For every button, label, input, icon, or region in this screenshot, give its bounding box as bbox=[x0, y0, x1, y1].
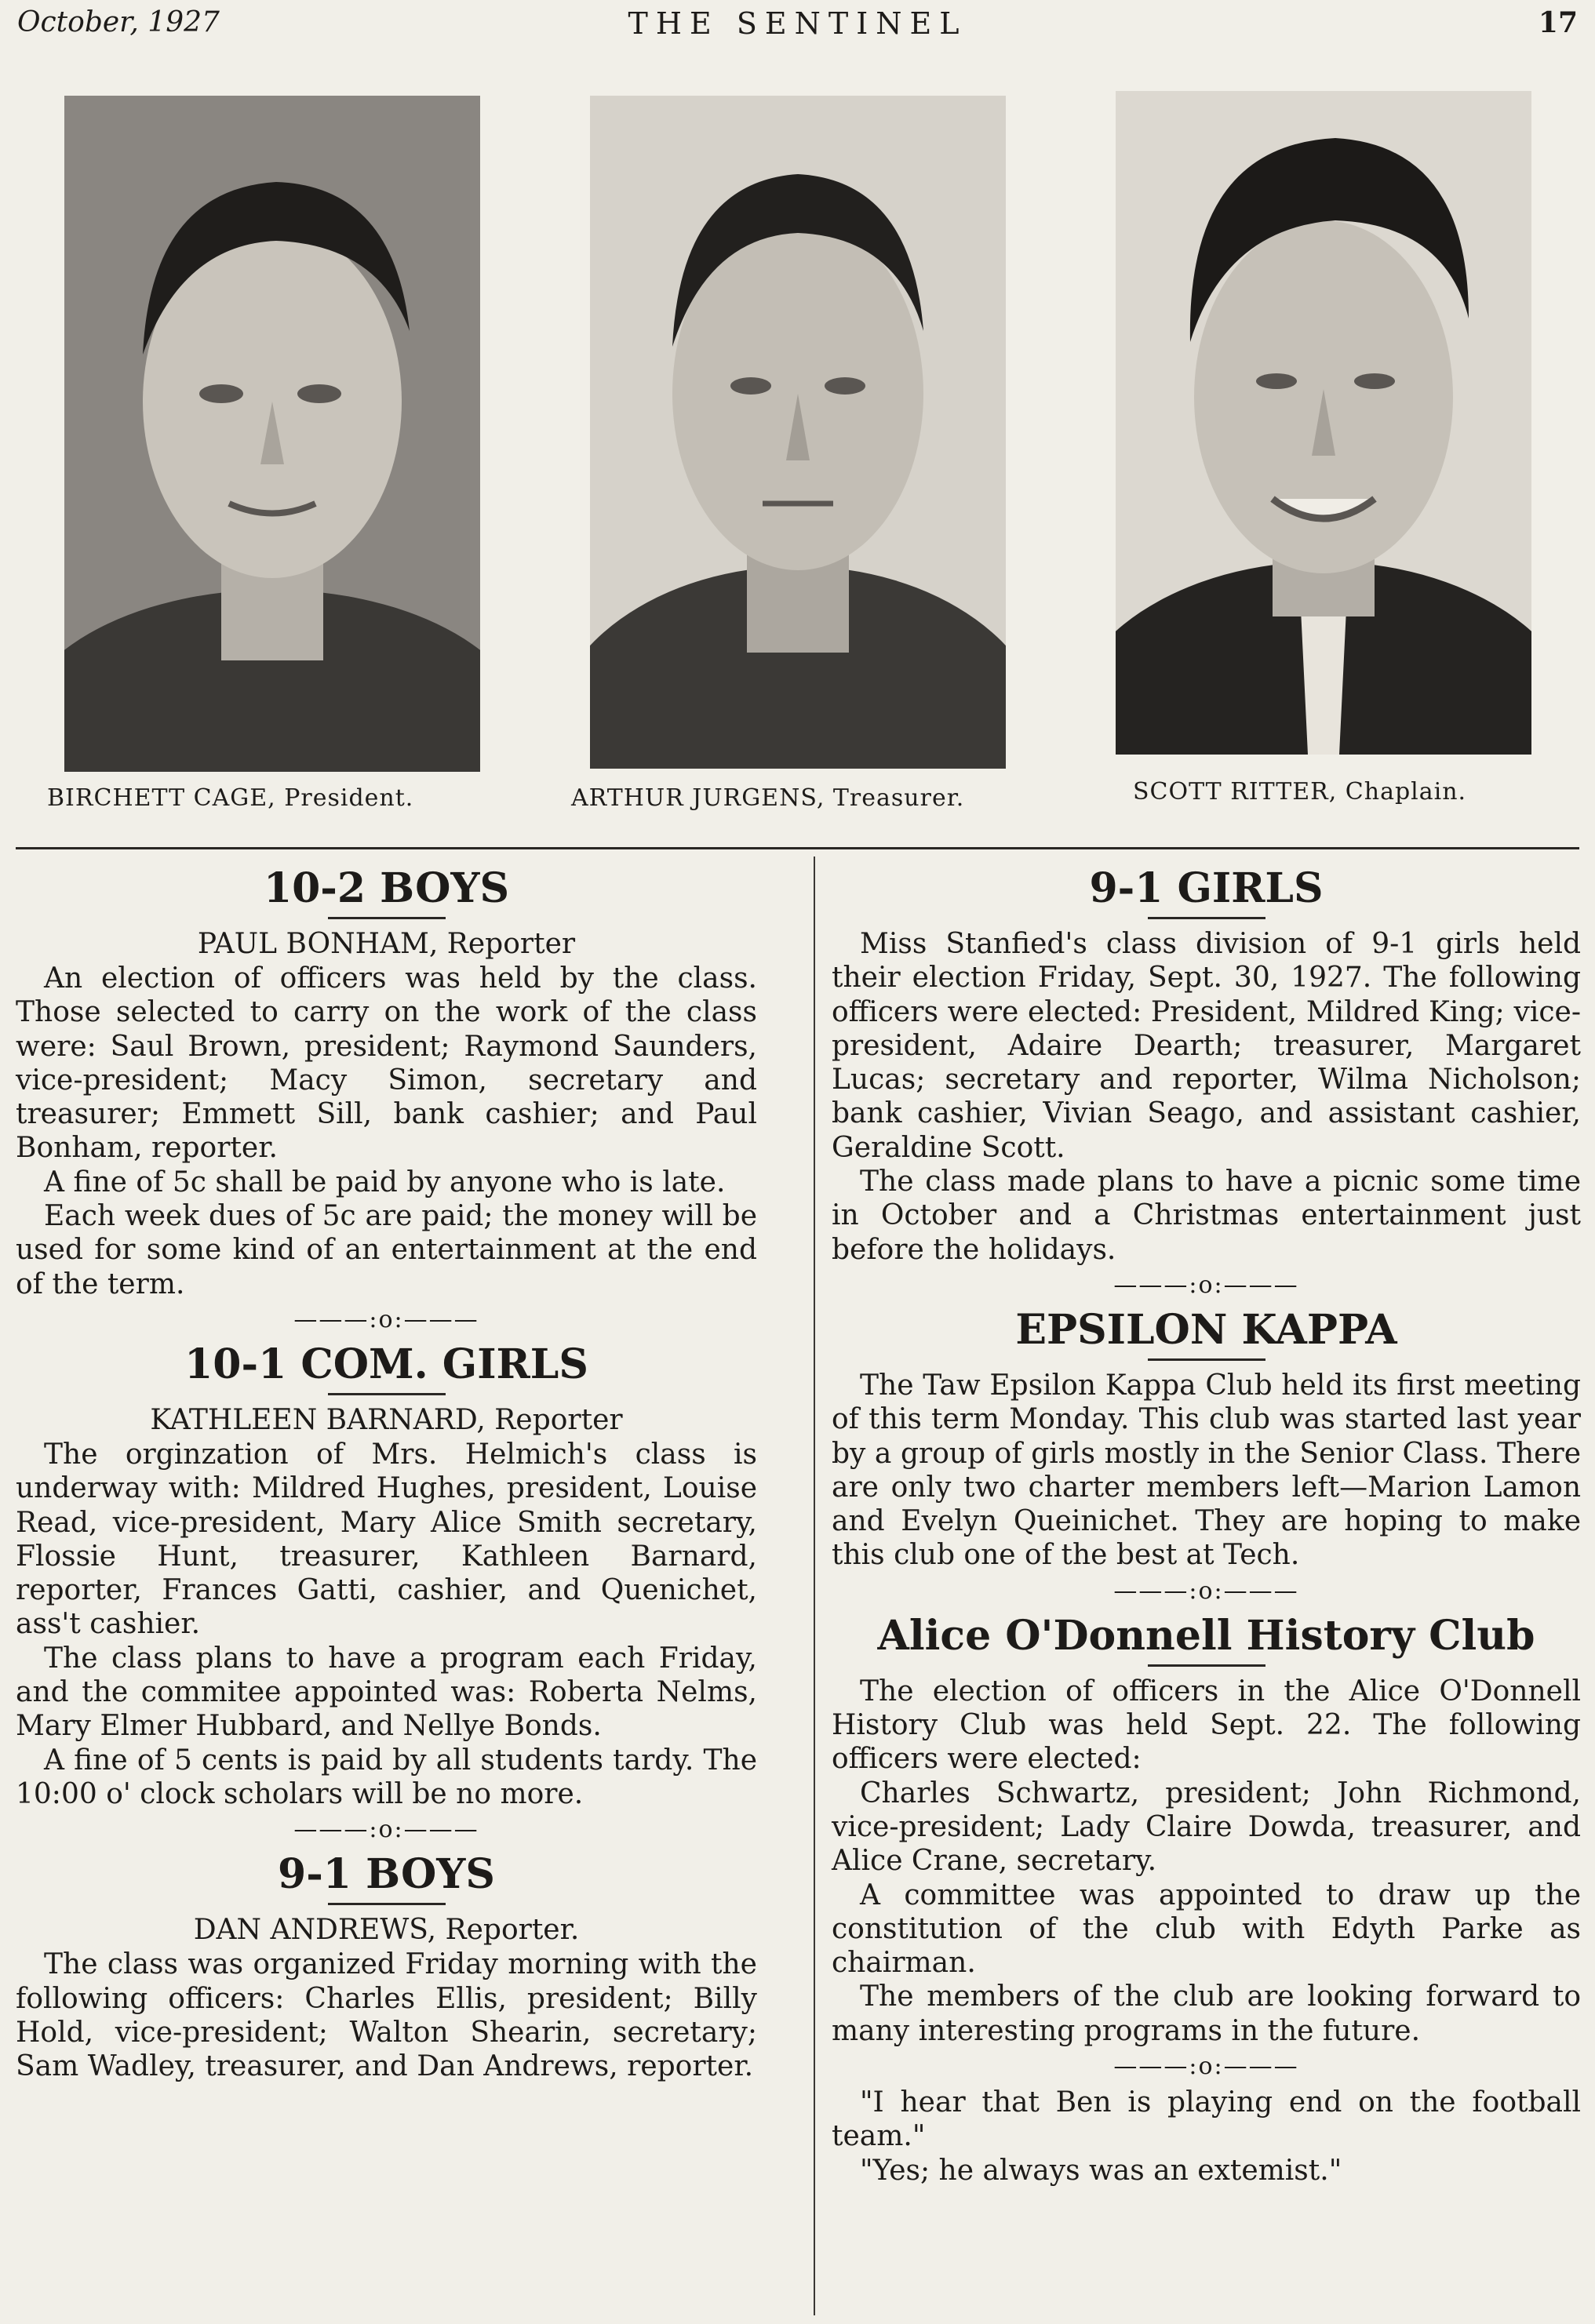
paragraph: The orginzation of Mrs. Helmich's class is underway with: Mildred Hughes, president, Louise Read, vice-president, Mary Alice Smith secretary, Flossie Hunt, treasurer, Kathleen Barnard, reporter, Frances Gatti, cashier, and Quenichet, ass't cashier. bbox=[16, 1438, 757, 1641]
heading-rule bbox=[328, 917, 446, 919]
article-body bbox=[16, 1948, 757, 2083]
paragraph: The Taw Epsilon Kappa Club held its first meeting of this term Monday. This club was started last year by a group of girls mostly in the Senior Class. There are only two charter members left—Marion Lamon and Evelyn Queinichet. They are hoping to make this club one of the best at Tech. bbox=[832, 1369, 1581, 1572]
reporter-line: DAN ANDREWS, Reporter. bbox=[193, 1914, 580, 1947]
joke-line: "Yes; he always was an extemist." bbox=[860, 2154, 1342, 2187]
caption-name: ARTHUR JURGENS bbox=[571, 784, 817, 812]
section-separator: ———:o:——— bbox=[1113, 2053, 1299, 2081]
heading-rule bbox=[328, 1903, 446, 1905]
caption-name: SCOTT RITTER bbox=[1133, 778, 1329, 806]
reporter-line: PAUL BONHAM, Reporter bbox=[197, 928, 576, 960]
article-body bbox=[16, 1438, 757, 1811]
heading-rule bbox=[1148, 917, 1265, 919]
article-body bbox=[832, 927, 1581, 1267]
left-column bbox=[16, 863, 757, 2083]
paragraph: Each week dues of 5c are paid; the money will be used for some kind of an entertainment at the end of the term. bbox=[16, 1200, 757, 1300]
section-heading-10-1-com-girls: 10-1 COM. GIRLS bbox=[184, 1340, 588, 1388]
paragraph: The class plans to have a program each Friday, and the commitee appointed was: Roberta Nelms, Mary Elmer Hubbard, and Nellye Bonds. bbox=[16, 1642, 757, 1743]
article-body bbox=[16, 962, 757, 1301]
section-heading-epsilon-kappa: EPSILON KAPPA bbox=[1015, 1305, 1397, 1354]
photo-caption-jurgens: ARTHUR JURGENS, Treasurer. bbox=[571, 784, 965, 812]
photo-caption-ritter: SCOTT RITTER, Chaplain. bbox=[1133, 778, 1467, 806]
paragraph: An election of officers was held by the class. Those selected to carry on the work of the class were: Saul Brown, president; Raymond Saunders, vice-president; Macy Simon, secretary and treasurer; Emmett Sill, bank cashier; and Paul Bonham, reporter. bbox=[16, 962, 757, 1165]
page-header bbox=[17, 6, 1578, 53]
right-column bbox=[832, 863, 1581, 2188]
paragraph: Charles Schwartz, president; John Richmond, vice-president; Lady Claire Dowda, treasurer, and Alice Crane, secretary. bbox=[832, 1777, 1581, 1878]
portrait-photo-arthur-jurgens bbox=[590, 96, 1006, 769]
portrait-photo-scott-ritter bbox=[1116, 91, 1531, 755]
section-heading-history-club: Alice O'Donnell History Club bbox=[877, 1611, 1535, 1660]
paragraph: A fine of 5 cents is paid by all students tardy. The 10:00 o' clock scholars will be no more. bbox=[16, 1744, 757, 1810]
heading-rule bbox=[1148, 1664, 1265, 1667]
article-body bbox=[832, 1369, 1581, 1573]
paragraph: Miss Stanfied's class division of 9-1 girls held their election Friday, Sept. 30, 1927. The following officers were elected: President, Mildred King; vice-president, Adaire Dearth; treasurer, Margaret Lucas; secretary and reporter, Wilma Nicholson; bank cashier, Vivian Seago, and assistant cashier, Geraldine Scott. bbox=[832, 928, 1581, 1164]
issue-date: October, 1927 bbox=[17, 6, 220, 38]
page-number: 17 bbox=[1538, 6, 1578, 39]
masthead-title: THE SENTINEL bbox=[628, 6, 967, 41]
caption-title: Treasurer. bbox=[832, 784, 965, 812]
caption-name: BIRCHETT CAGE bbox=[47, 784, 268, 812]
section-heading-10-2-boys: 10-2 BOYS bbox=[263, 864, 510, 912]
caption-title: President. bbox=[284, 784, 414, 812]
paragraph: The members of the club are looking forward to many interesting programs in the future. bbox=[832, 1980, 1581, 2047]
section-separator: ———:o:——— bbox=[1113, 1271, 1299, 1299]
paragraph: The class made plans to have a picnic some time in October and a Christmas entertainment just before the holidays. bbox=[832, 1166, 1581, 1266]
section-separator: ———:o:——— bbox=[293, 1816, 479, 1844]
portrait-photo-birchett-cage bbox=[64, 96, 480, 772]
heading-rule bbox=[328, 1393, 446, 1395]
photo-caption-cage: BIRCHETT CAGE, President. bbox=[47, 784, 414, 812]
paragraph: A committee was appointed to draw up the constitution of the club with Edyth Parke as chairman. bbox=[832, 1878, 1581, 1980]
horizontal-divider bbox=[16, 847, 1579, 849]
caption-title: Chaplain. bbox=[1345, 778, 1467, 806]
reporter-line: KATHLEEN BARNARD, Reporter bbox=[150, 1403, 623, 1436]
paragraph: A fine of 5c shall be paid by anyone who is late. bbox=[44, 1166, 726, 1198]
section-separator: ———:o:——— bbox=[293, 1305, 479, 1333]
section-heading-9-1-boys: 9-1 BOYS bbox=[278, 1850, 495, 1899]
section-separator: ———:o:——— bbox=[1113, 1577, 1299, 1605]
joke-line: "I hear that Ben is playing end on the football team." bbox=[832, 2086, 1581, 2153]
article-body bbox=[832, 1675, 1581, 2048]
column-divider bbox=[814, 856, 815, 2315]
heading-rule bbox=[1148, 1358, 1265, 1361]
section-heading-9-1-girls: 9-1 GIRLS bbox=[1089, 864, 1324, 912]
paragraph: The class was organized Friday morning with the following officers: Charles Ellis, president; Billy Hold, vice-president; Walton Shearin, secretary; Sam Wadley, treasurer, and Dan Andrews, reporter. bbox=[16, 1948, 757, 2083]
paragraph: The election of officers in the Alice O'Donnell History Club was held Sept. 22. The following officers were elected: bbox=[832, 1675, 1581, 1776]
joke-block bbox=[832, 2086, 1581, 2188]
